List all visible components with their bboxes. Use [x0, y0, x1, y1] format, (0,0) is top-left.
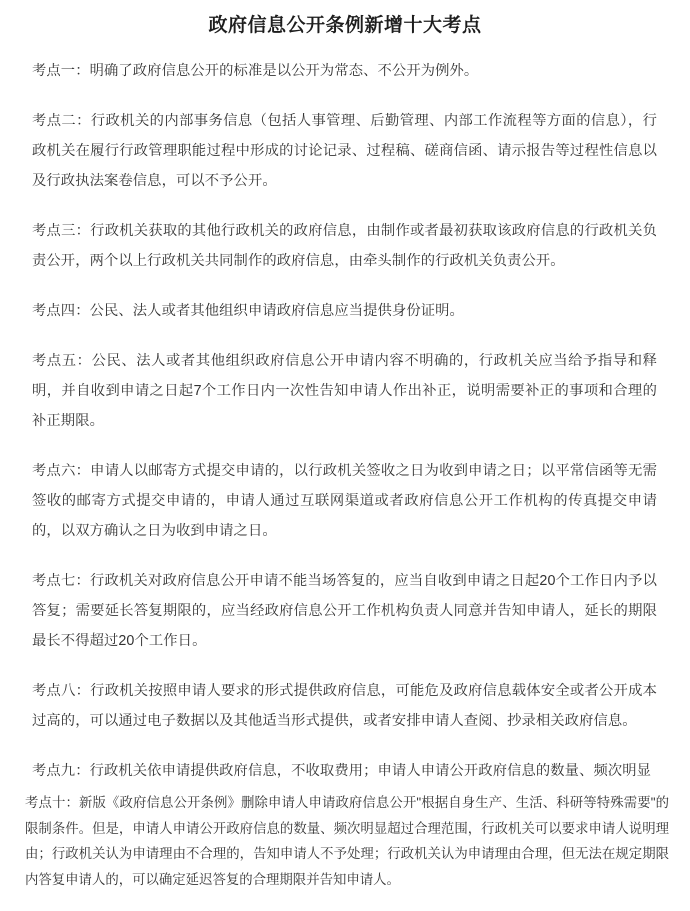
document-final-section: [0, 786, 690, 892]
document-body: [0, 40, 690, 786]
paragraph-item-2: 考点二：行政机关的内部事务信息（包括人事管理、后勤管理、内部工作流程等方面的信息），行政机关在履行行政管理职能过程中形成的讨论记录、过程稿、磋商信函、请示报告等过程性信息以及行政执法案卷信息，可以不予公开。: [32, 113, 657, 189]
paragraph-item-6: 考点六：申请人以邮寄方式提交申请的，以行政机关签收之日为收到申请之日；以平常信函等无需签收的邮寄方式提交申请的，申请人通过互联网渠道或者政府信息公开工作机构的传真提交申请的，以双方确认之日为收到申请之日。: [32, 463, 657, 539]
paragraph-item-4: 考点四：公民、法人或者其他组织申请政府信息应当提供身份证明。: [32, 303, 464, 319]
paragraph-item-8: 考点八：行政机关按照申请人要求的形式提供政府信息，可能危及政府信息载体安全或者公开成本过高的，可以通过电子数据以及其他适当形式提供，或者安排申请人查阅、抄录相关政府信息。: [32, 683, 657, 729]
paragraph-item-3: 考点三：行政机关获取的其他行政机关的政府信息，由制作或者最初获取该政府信息的行政机关负责公开，两个以上行政机关共同制作的政府信息，由牵头制作的行政机关负责公开。: [32, 223, 657, 269]
paragraph-item-9: 考点九：行政机关依申请提供政府信息，不收取费用；申请人申请公开政府信息的数量、频次明显: [32, 763, 652, 779]
paragraph-item-1: 考点一：明确了政府信息公开的标准是以公开为常态、不公开为例外。: [32, 63, 479, 79]
paragraph-item-5: 考点五：公民、法人或者其他组织政府信息公开申请内容不明确的，行政机关应当给予指导和释明，并自收到申请之日起7个工作日内一次性告知申请人作出补正，说明需要补正的事项和合理的补正期限。: [32, 353, 657, 429]
paragraph-item-7: 考点七：行政机关对政府信息公开申请不能当场答复的，应当自收到申请之日起20个工作日内予以答复；需要延长答复期限的，应当经政府信息公开工作机构负责人同意并告知申请人，延长的期限最长不得超过20个工作日。: [32, 573, 657, 649]
paragraph-item-10: 考点十：新版《政府信息公开条例》删除申请人申请政府信息公开"根据自身生产、生活、科研等特殊需要"的限制条件。但是，申请人申请公开政府信息的数量、频次明显超过合理范围，行政机关可以要求申请人说明理由；行政机关认为申请理由不合理的，告知申请人不予处理；行政机关认为申请理由合理，但无法在规定期限内答复申请人的，可以确定延迟答复的合理期限并告知申请人。: [25, 795, 669, 887]
page-title: 政府信息公开条例新增十大考点: [208, 15, 482, 36]
